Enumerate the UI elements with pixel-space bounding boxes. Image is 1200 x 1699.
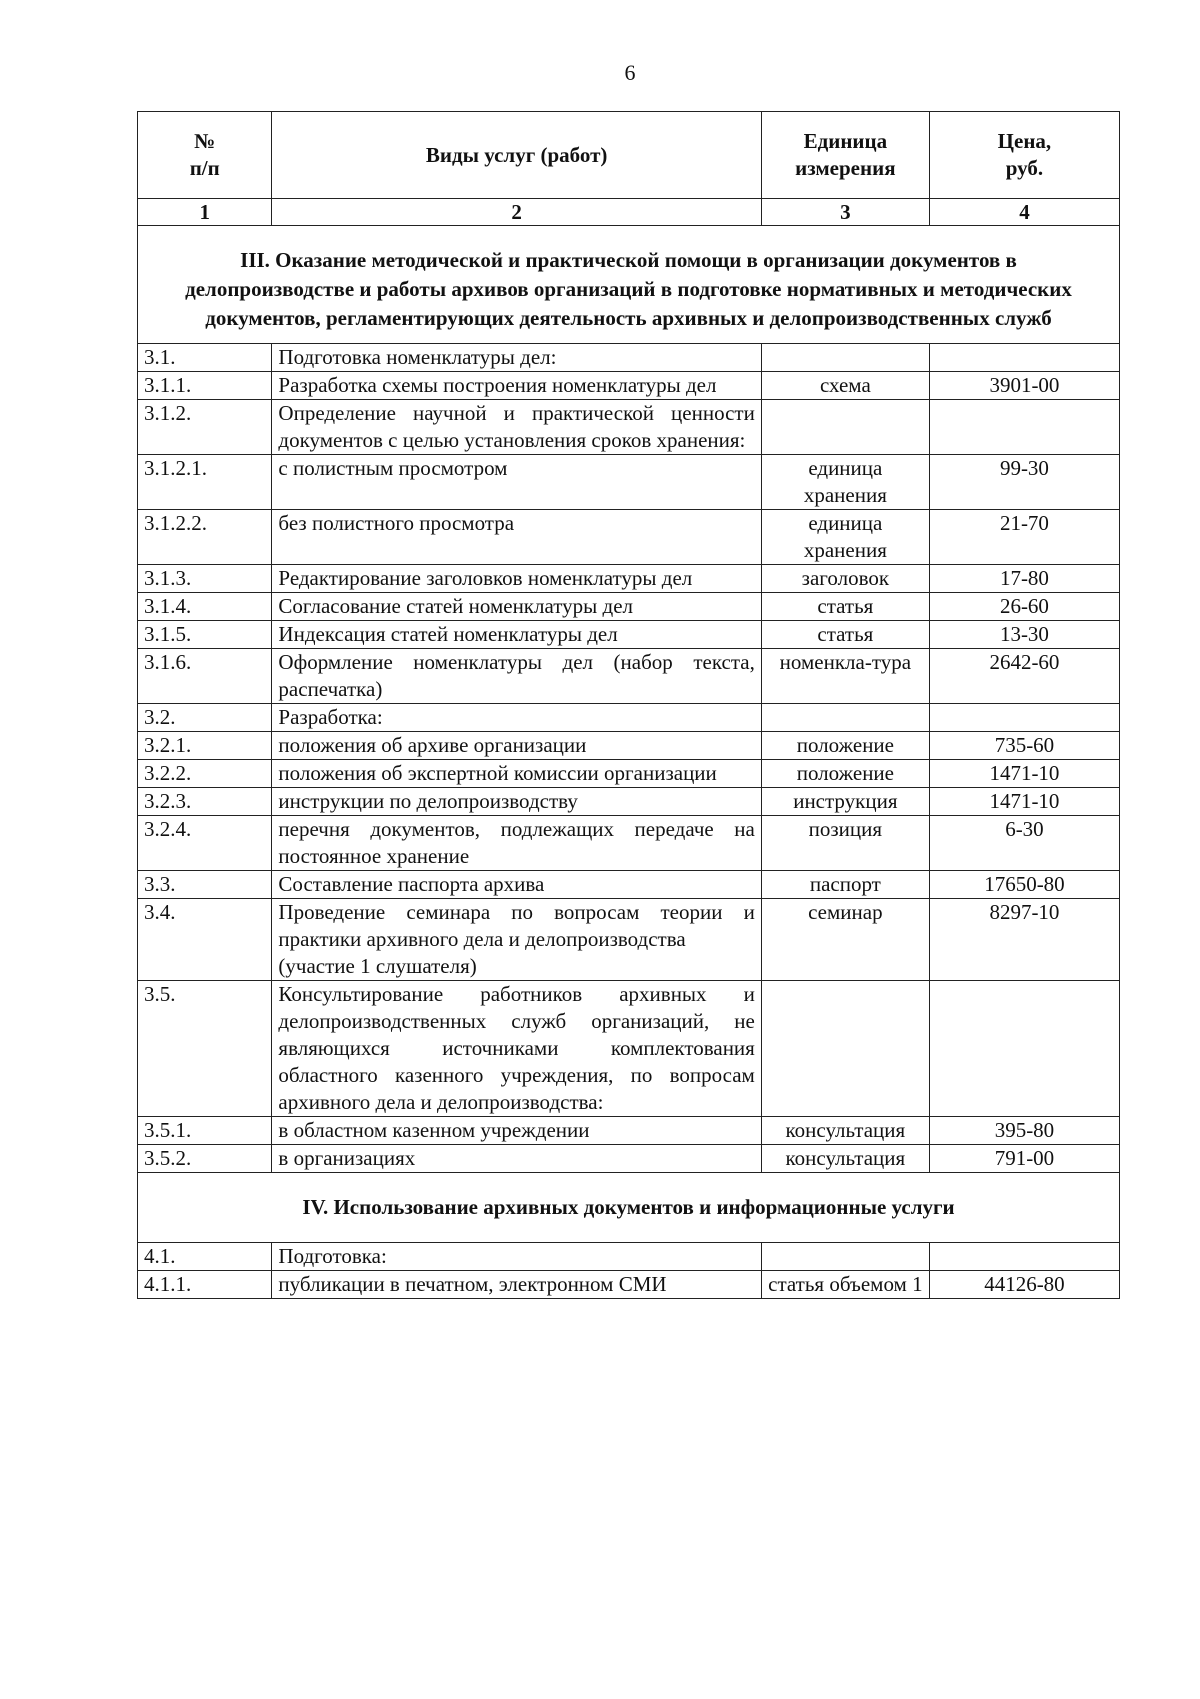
row-price: 13-30 bbox=[929, 621, 1119, 649]
row-description-text: положения об экспертной комиссии организации bbox=[278, 761, 717, 785]
table-row bbox=[138, 344, 1120, 372]
row-description bbox=[272, 455, 761, 510]
table-row bbox=[138, 565, 1120, 593]
row-description bbox=[272, 816, 761, 871]
row-unit: единица хранения bbox=[761, 455, 929, 510]
row-number: 3.2.2. bbox=[138, 760, 272, 788]
row-unit: номенкла-тура bbox=[761, 649, 929, 704]
row-description bbox=[272, 621, 761, 649]
row-description-text: Консультирование работников архивных и делопроизводственных служб организаций, не являющихся источниками комплектования областного казенного учреждения, по вопросам архивного дела и делопроизводства: bbox=[278, 982, 755, 1114]
row-description bbox=[272, 400, 761, 455]
row-number: 3.1.3. bbox=[138, 565, 272, 593]
row-number: 3.1.2.2. bbox=[138, 510, 272, 565]
row-price bbox=[929, 1243, 1119, 1271]
section-heading-row bbox=[138, 1173, 1120, 1243]
row-unit: статья объемом 1 bbox=[761, 1271, 929, 1299]
row-description-text: Определение научной и практической ценности документов с целью установления сроков хранения: bbox=[278, 401, 755, 452]
row-description-note: (участие 1 слушателя) bbox=[278, 954, 477, 978]
row-price: 6-30 bbox=[929, 816, 1119, 871]
table-row bbox=[138, 871, 1120, 899]
row-price: 395-80 bbox=[929, 1117, 1119, 1145]
table-row bbox=[138, 816, 1120, 871]
row-description bbox=[272, 1243, 761, 1271]
row-description-text: без полистного просмотра bbox=[278, 511, 515, 535]
table-row bbox=[138, 649, 1120, 704]
row-description bbox=[272, 704, 761, 732]
row-unit: консультация bbox=[761, 1145, 929, 1173]
row-description-text: положения об архиве организации bbox=[278, 733, 587, 757]
table-row bbox=[138, 455, 1120, 510]
row-number: 3.5.1. bbox=[138, 1117, 272, 1145]
row-description-text: Подготовка номенклатуры дел: bbox=[278, 345, 557, 369]
row-unit: единица хранения bbox=[761, 510, 929, 565]
row-price: 44126-80 bbox=[929, 1271, 1119, 1299]
row-description-text: в областном казенном учреждении bbox=[278, 1118, 590, 1142]
row-unit: консультация bbox=[761, 1117, 929, 1145]
row-price bbox=[929, 344, 1119, 372]
column-number: 4 bbox=[929, 199, 1119, 226]
row-number: 3.1.2.1. bbox=[138, 455, 272, 510]
row-unit: инструкция bbox=[761, 788, 929, 816]
table-row bbox=[138, 788, 1120, 816]
row-unit: схема bbox=[761, 372, 929, 400]
table-row bbox=[138, 981, 1120, 1117]
table-row bbox=[138, 510, 1120, 565]
row-price: 8297-10 bbox=[929, 899, 1119, 981]
row-price: 1471-10 bbox=[929, 760, 1119, 788]
table-row bbox=[138, 732, 1120, 760]
row-number: 4.1.1. bbox=[138, 1271, 272, 1299]
row-description bbox=[272, 1271, 761, 1299]
section-title: IV. Использование архивных документов и информационные услуги bbox=[138, 1173, 1120, 1243]
row-price: 1471-10 bbox=[929, 788, 1119, 816]
row-description bbox=[272, 593, 761, 621]
row-price bbox=[929, 400, 1119, 455]
column-number: 3 bbox=[761, 199, 929, 226]
row-unit: заголовок bbox=[761, 565, 929, 593]
table-row bbox=[138, 1243, 1120, 1271]
table-row bbox=[138, 372, 1120, 400]
row-number: 4.1. bbox=[138, 1243, 272, 1271]
row-description-text: Составление паспорта архива bbox=[278, 872, 545, 896]
row-description-text: публикации в печатном, электронном СМИ bbox=[278, 1272, 667, 1296]
row-description bbox=[272, 1145, 761, 1173]
row-description-text: перечня документов, подлежащих передаче на постоянное хранение bbox=[278, 817, 755, 868]
table-row bbox=[138, 593, 1120, 621]
table-header-row bbox=[138, 112, 1120, 199]
page-number: 6 bbox=[624, 60, 636, 85]
row-price: 17650-80 bbox=[929, 871, 1119, 899]
row-number: 3.2.1. bbox=[138, 732, 272, 760]
table-row bbox=[138, 621, 1120, 649]
row-description bbox=[272, 372, 761, 400]
table-row bbox=[138, 899, 1120, 981]
row-description bbox=[272, 510, 761, 565]
section-heading-row bbox=[138, 226, 1120, 344]
row-number: 3.3. bbox=[138, 871, 272, 899]
row-number: 3.2. bbox=[138, 704, 272, 732]
row-description-text: Разработка схемы построения номенклатуры дел bbox=[278, 373, 717, 397]
row-unit bbox=[761, 400, 929, 455]
row-description bbox=[272, 760, 761, 788]
row-number: 3.2.3. bbox=[138, 788, 272, 816]
row-price: 17-80 bbox=[929, 565, 1119, 593]
row-description-text: Разработка: bbox=[278, 705, 383, 729]
row-description-text: в организациях bbox=[278, 1146, 416, 1170]
row-unit: статья bbox=[761, 621, 929, 649]
row-description-text: инструкции по делопроизводству bbox=[278, 789, 578, 813]
row-description-text: Согласование статей номенклатуры дел bbox=[278, 594, 634, 618]
row-description bbox=[272, 788, 761, 816]
row-description-text: Индексация статей номенклатуры дел bbox=[278, 622, 618, 646]
row-price bbox=[929, 981, 1119, 1117]
row-description bbox=[272, 899, 761, 981]
row-description-text: Оформление номенклатуры дел (набор текста, распечатка) bbox=[278, 650, 755, 701]
row-description bbox=[272, 732, 761, 760]
row-unit: позиция bbox=[761, 816, 929, 871]
row-description-text: Проведение семинара по вопросам теории и практики архивного дела и делопроизводства bbox=[278, 900, 755, 951]
table-row bbox=[138, 760, 1120, 788]
row-price: 2642-60 bbox=[929, 649, 1119, 704]
row-unit: положение bbox=[761, 732, 929, 760]
row-number: 3.1.6. bbox=[138, 649, 272, 704]
row-number: 3.2.4. bbox=[138, 816, 272, 871]
row-description bbox=[272, 871, 761, 899]
row-number: 3.1.2. bbox=[138, 400, 272, 455]
row-description-text: Подготовка: bbox=[278, 1244, 387, 1268]
row-price: 21-70 bbox=[929, 510, 1119, 565]
row-number: 3.5. bbox=[138, 981, 272, 1117]
row-price: 99-30 bbox=[929, 455, 1119, 510]
row-description bbox=[272, 1117, 761, 1145]
row-number: 3.1.1. bbox=[138, 372, 272, 400]
table-row bbox=[138, 400, 1120, 455]
row-description bbox=[272, 981, 761, 1117]
section-title: III. Оказание методической и практической помощи в организации документов в делопроизводстве и работы архивов организаций в подготовке нормативных и методических документов, регламентирующих деятельность архивных и делопроизводственных служб bbox=[138, 226, 1120, 344]
column-number-row bbox=[138, 199, 1120, 226]
row-price: 26-60 bbox=[929, 593, 1119, 621]
header-unit: Единица измерения bbox=[761, 112, 929, 199]
row-number: 3.1.5. bbox=[138, 621, 272, 649]
row-price: 791-00 bbox=[929, 1145, 1119, 1173]
table-row bbox=[138, 1271, 1120, 1299]
row-description-text: с полистным просмотром bbox=[278, 456, 508, 480]
column-number: 2 bbox=[272, 199, 761, 226]
row-unit: статья bbox=[761, 593, 929, 621]
row-unit: паспорт bbox=[761, 871, 929, 899]
table-body bbox=[138, 226, 1120, 1299]
header-price: Цена, руб. bbox=[929, 112, 1119, 199]
row-description bbox=[272, 565, 761, 593]
header-num: № п/п bbox=[138, 112, 272, 199]
table-row bbox=[138, 1117, 1120, 1145]
row-unit bbox=[761, 344, 929, 372]
row-price: 3901-00 bbox=[929, 372, 1119, 400]
row-unit: положение bbox=[761, 760, 929, 788]
price-list-table bbox=[137, 111, 1120, 1299]
row-unit bbox=[761, 1243, 929, 1271]
table-row bbox=[138, 1145, 1120, 1173]
row-price: 735-60 bbox=[929, 732, 1119, 760]
row-price bbox=[929, 704, 1119, 732]
header-service: Виды услуг (работ) bbox=[272, 112, 761, 199]
row-unit bbox=[761, 704, 929, 732]
row-number: 3.5.2. bbox=[138, 1145, 272, 1173]
row-description bbox=[272, 649, 761, 704]
row-number: 3.1. bbox=[138, 344, 272, 372]
column-number: 1 bbox=[138, 199, 272, 226]
table-row bbox=[138, 704, 1120, 732]
row-description bbox=[272, 344, 761, 372]
row-number: 3.1.4. bbox=[138, 593, 272, 621]
row-unit: семинар bbox=[761, 899, 929, 981]
row-number: 3.4. bbox=[138, 899, 272, 981]
row-unit bbox=[761, 981, 929, 1117]
row-description-text: Редактирование заголовков номенклатуры дел bbox=[278, 566, 693, 590]
